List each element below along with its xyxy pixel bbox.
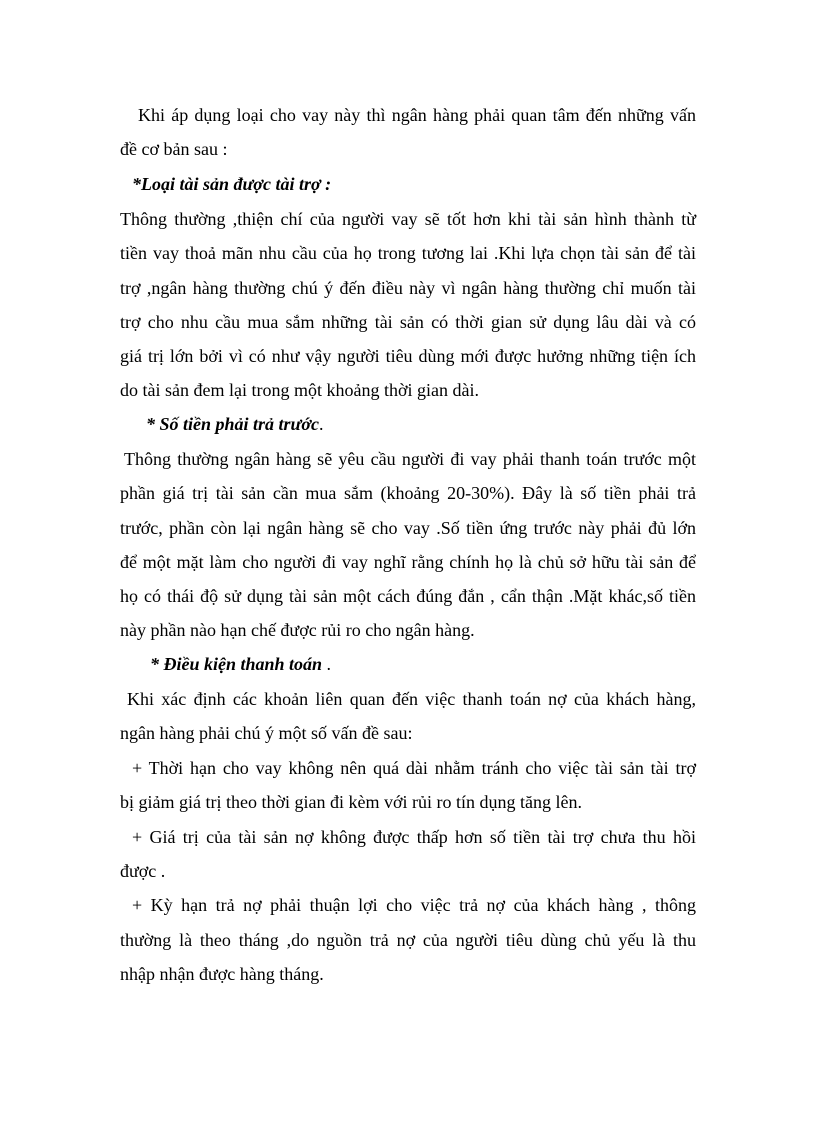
paragraph-2-line-5: giá trị lớn bởi vì có như vậy người tiêu dùng mới được hưởng những tiện ích (120, 346, 696, 366)
list-item-3-line-2: thường là theo tháng ,do nguồn trả nợ của người tiêu dùng chủ yếu là thu (120, 930, 696, 950)
list-item-3-line-3: nhập nhận được hàng tháng. (120, 964, 324, 984)
paragraph-2-line-6: do tài sản đem lại trong một khoảng thời gian dài. (120, 380, 479, 400)
paragraph-3-line-5: họ có thái độ sử dụng tài sản một cách đúng đắn , cẩn thận .Mặt khác,số tiền (120, 586, 696, 606)
list-item-1-line-2: bị giảm giá trị theo thời gian đi kèm với rủi ro tín dụng tăng lên. (120, 792, 582, 812)
heading-asset-financed-text: *Loại tài sản được tài trợ (132, 174, 321, 194)
paragraph-2-line-3: trợ ,ngân hàng thường chú ý đến điều này vì ngân hàng thường chỉ muốn tài (120, 278, 696, 298)
heading-asset-financed (132, 173, 708, 195)
heading-payment-terms-text: * Điều kiện thanh toán (150, 654, 323, 674)
list-item-3-line-1: + Kỳ hạn trả nợ phải thuận lợi cho việc trả nợ của khách hàng , thông (132, 895, 696, 915)
paragraph-1-line-2: đề cơ bản sau : (120, 139, 228, 159)
paragraph-2-line-2: tiền vay thoả mãn nhu cầu của họ trong tương lai .Khi lựa chọn tài sản để tài (120, 243, 696, 263)
heading-down-payment-tail: . (318, 414, 324, 434)
heading-down-payment (146, 413, 722, 435)
paragraph-3-line-1: Thông thường ngân hàng sẽ yêu cầu người đi vay phải thanh toán trước một (124, 449, 696, 469)
paragraph-4-line-1: Khi xác định các khoản liên quan đến việc thanh toán nợ của khách hàng, (127, 689, 696, 709)
paragraph-3-line-6: này phần nào hạn chế được rủi ro cho ngân hàng. (120, 620, 475, 640)
paragraph-3-line-4: để một mặt làm cho người đi vay nghĩ rằng chính họ là chủ sở hữu tài sản để (120, 552, 696, 572)
heading-asset-financed-tail: : (320, 174, 332, 194)
heading-payment-terms-tail: . (322, 654, 332, 674)
list-item-2-line-1: + Giá trị của tài sản nợ không được thấp hơn số tiền tài trợ chưa thu hồi (132, 827, 696, 847)
heading-down-payment-text: * Số tiền phải trả trước (146, 414, 319, 434)
paragraph-3-line-2: phần giá trị tài sản cần mua sắm (khoảng 20-30%). Đây là số tiền phải trả (120, 483, 696, 503)
paragraph-2-line-4: trợ cho nhu cầu mua sắm những tài sản có thời gian sử dụng lâu dài và có (120, 312, 696, 332)
list-item-1-line-1: + Thời hạn cho vay không nên quá dài nhằm tránh cho việc tài sản tài trợ (132, 758, 696, 778)
paragraph-1-line-1: Khi áp dụng loại cho vay này thì ngân hàng phải quan tâm đến những vấn (138, 105, 696, 125)
paragraph-2-line-1: Thông thường ,thiện chí của người vay sẽ tốt hơn khi tài sản hình thành từ (120, 209, 696, 229)
paragraph-3-line-3: trước, phần còn lại ngân hàng sẽ cho vay .Số tiền ứng trước này phải đủ lớn (120, 518, 696, 538)
list-item-2-line-2: được . (120, 861, 166, 881)
paragraph-4-line-2: ngân hàng phải chú ý một số vấn đề sau: (120, 723, 413, 743)
heading-payment-terms (150, 653, 726, 675)
